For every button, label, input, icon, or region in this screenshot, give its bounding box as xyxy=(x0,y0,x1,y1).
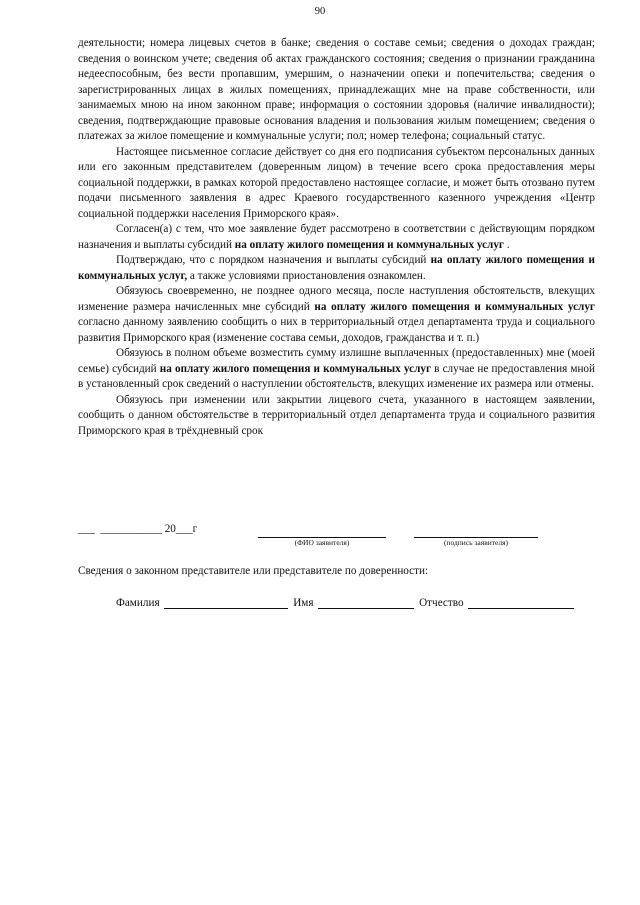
text-run: Настоящее письменное согласие действует со дня его подписания субъектом персональных данных или его законным представителем (доверенным лицом) в течение всего срока предоставления меры социальной поддержки, в рамках которой предоставлено настоящее согласие, и может быть отозвано путем подачи письменного заявления в адрес Краевого государственного казенного учреждения «Центр социальной поддержки населения Приморского края». xyxy=(78,145,595,220)
applicant-signature-field[interactable] xyxy=(414,523,538,548)
first-name-field[interactable] xyxy=(318,595,414,609)
paragraph xyxy=(78,253,595,284)
text-run: Подтверждаю, что с порядком назначения и выплаты субсидий xyxy=(116,254,431,266)
text-run: Обязуюсь при изменении или закрытии лицевого счета, указанного в настоящем заявлении, сообщить о данном обстоятельстве в территориальный отдел департамента труда и социального развития Приморского края в трёхдневный срок xyxy=(78,393,595,437)
bold-text: на оплату жилого помещения и коммунальных услуг xyxy=(234,238,504,251)
date-field[interactable]: ___ ___________ 20___г xyxy=(78,523,198,535)
paragraph xyxy=(78,346,595,393)
text-run: Обязуюсь в полном объеме возместить сумму излишне выплаченных (предоставленных) мне (моей семье) субсидий xyxy=(78,347,595,375)
text-run: деятельности; номера лицевых счетов в банке; сведения о составе семьи; сведения о доходах граждан; сведения о воинском учете; сведения об актах гражданского состояния; сведения о признании гражданина недееспособным, без вести пропавшим, умершим, о назначении опеки и попечительства; сведения о зарегистрированных лицах в жилых помещениях, принадлежащих мне на праве собственности, или занимаемых мною на ином законном праве; информация о состоянии здоровья (наличие инвалидности); сведения, подтверждающие правовые основания владения и пользования жилым помещением; сведения о платежах за жилое помещение и коммунальные услуги; пол; номер телефона; социальный статус. xyxy=(78,37,595,142)
surname-label: Фамилия xyxy=(116,597,160,609)
first-name-label: Имя xyxy=(293,597,314,609)
applicant-name-caption: (ФИО заявителя) xyxy=(294,538,350,547)
applicant-name-field[interactable] xyxy=(258,523,386,548)
text-run: а также условиями приостановления ознакомлен. xyxy=(187,269,426,282)
text-run: Согласен(а) с тем, что мое заявление будет рассмотрено в соответствии с действующим порядком назначения и выплаты субсидий xyxy=(78,223,595,251)
bold-text: на оплату жилого помещения и коммунальных услуг xyxy=(314,300,595,313)
surname-field[interactable] xyxy=(164,595,288,609)
bold-text: на оплату жилого помещения и коммунальных услуг, xyxy=(78,254,595,282)
paragraph xyxy=(78,393,595,440)
paragraph xyxy=(78,284,595,346)
text-run: в случае не предоставления мной в установленный срок сведений о наступлении обстоятельств, влекущих изменение их размера или отмены. xyxy=(78,362,596,390)
signature-row xyxy=(78,523,598,553)
paragraph xyxy=(78,145,595,223)
paragraph xyxy=(78,222,595,253)
applicant-signature-line[interactable] xyxy=(414,523,538,538)
patronymic-label: Отчество xyxy=(419,597,464,609)
patronymic-field[interactable] xyxy=(468,595,574,609)
page-number: 90 xyxy=(314,6,326,17)
text-run: Обязуюсь своевременно, не позднее одного месяца, после наступления обстоятельств, влекущих изменение размера начисленных мне субсидий xyxy=(78,285,595,313)
bold-text: на оплату жилого помещения и коммунальных услуг xyxy=(159,362,432,375)
consent-text xyxy=(78,36,595,439)
representative-heading: Сведения о законном представителе или представителе по доверенности: xyxy=(78,565,429,577)
paragraph xyxy=(78,36,595,145)
text-run: . xyxy=(504,238,510,251)
applicant-name-line[interactable] xyxy=(258,523,386,538)
representative-name-row xyxy=(116,595,596,609)
applicant-signature-caption: (подпись заявителя) xyxy=(443,538,509,547)
text-run: согласно данному заявлению сообщить о них в территориальный отдел департамента труда и социального развития Приморского края (изменение состава семьи, доходов, гражданства и т. п.) xyxy=(78,316,595,344)
